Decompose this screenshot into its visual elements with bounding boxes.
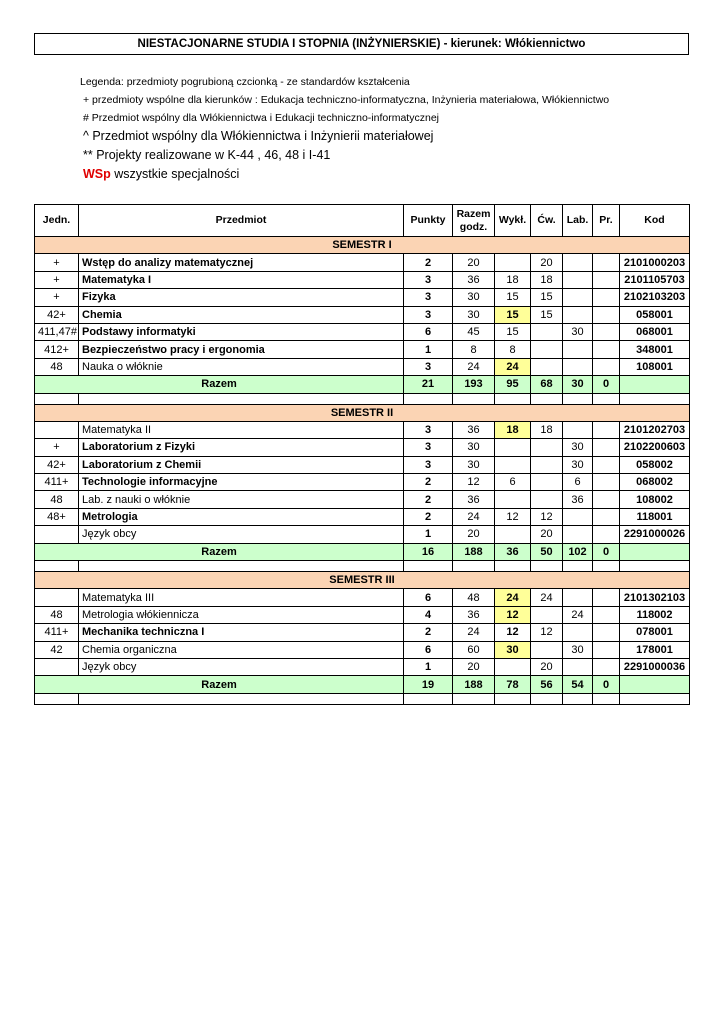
- exercise-hours-cell: 18: [531, 271, 563, 288]
- header-punkty: Punkty: [404, 205, 453, 237]
- points-cell: 3: [404, 271, 453, 288]
- subject-name: Matematyka III: [79, 589, 404, 606]
- sum-exercise-hours: 50: [531, 543, 563, 560]
- spacer-cell: [593, 561, 620, 572]
- sum-project-hours: 0: [593, 376, 620, 393]
- exercise-hours-cell: 20: [531, 658, 563, 675]
- table-row: [35, 421, 690, 438]
- lecture-hours-cell: [495, 491, 531, 508]
- subject-name: Podstawy informatyki: [79, 323, 404, 340]
- sum-label: Razem: [35, 676, 404, 693]
- total-hours-cell: 8: [453, 341, 495, 358]
- lab-hours-cell: 24: [563, 606, 593, 623]
- lab-hours-cell: [563, 306, 593, 323]
- course-code-cell: 2102103203: [620, 289, 690, 306]
- header-cw: Ćw.: [531, 205, 563, 237]
- project-hours-cell: [593, 658, 620, 675]
- sum-lecture-hours: 78: [495, 676, 531, 693]
- total-hours-cell: 12: [453, 474, 495, 491]
- spacer-cell: [79, 561, 404, 572]
- project-hours-cell: [593, 341, 620, 358]
- spacer-cell: [531, 393, 563, 404]
- table-row: [35, 254, 690, 271]
- points-cell: 2: [404, 254, 453, 271]
- total-hours-cell: 30: [453, 456, 495, 473]
- lecture-hours-cell: 12: [495, 624, 531, 641]
- jedn-cell: 412+: [35, 341, 79, 358]
- subject-name: Mechanika techniczna I: [79, 624, 404, 641]
- project-hours-cell: [593, 254, 620, 271]
- exercise-hours-cell: 18: [531, 421, 563, 438]
- sum-points: 21: [404, 376, 453, 393]
- exercise-hours-cell: [531, 439, 563, 456]
- project-hours-cell: [593, 641, 620, 658]
- semester-sum-row: [35, 543, 690, 560]
- table-row: [35, 439, 690, 456]
- sum-lab-hours: 30: [563, 376, 593, 393]
- lecture-hours-cell: [495, 526, 531, 543]
- points-cell: 2: [404, 624, 453, 641]
- sum-label: Razem: [35, 543, 404, 560]
- lab-hours-cell: 30: [563, 456, 593, 473]
- sum-lab-hours: 54: [563, 676, 593, 693]
- jedn-cell: 42: [35, 641, 79, 658]
- study-plan-table: [34, 204, 690, 705]
- subject-name: Metrologia włókiennicza: [79, 606, 404, 623]
- points-cell: 2: [404, 474, 453, 491]
- table-row: [35, 289, 690, 306]
- jedn-cell: 48: [35, 491, 79, 508]
- subject-name: Bezpieczeństwo pracy i ergonomia: [79, 341, 404, 358]
- exercise-hours-cell: [531, 606, 563, 623]
- spacer-cell: [620, 393, 690, 404]
- semester-header: [35, 404, 690, 421]
- total-hours-cell: 60: [453, 641, 495, 658]
- project-hours-cell: [593, 456, 620, 473]
- exercise-hours-cell: [531, 358, 563, 375]
- subject-name: Fizyka: [79, 289, 404, 306]
- lab-hours-cell: [563, 508, 593, 525]
- total-hours-cell: 30: [453, 289, 495, 306]
- lab-hours-cell: [563, 589, 593, 606]
- spacer-cell: [593, 393, 620, 404]
- sum-code-empty: [620, 676, 690, 693]
- sum-exercise-hours: 68: [531, 376, 563, 393]
- lab-hours-cell: [563, 624, 593, 641]
- semester-title: SEMESTR II: [35, 404, 690, 421]
- spacer-cell: [563, 693, 593, 704]
- jedn-cell: [35, 526, 79, 543]
- lecture-hours-cell: 24: [495, 589, 531, 606]
- lecture-hours-cell: 15: [495, 306, 531, 323]
- total-hours-cell: 20: [453, 658, 495, 675]
- points-cell: 2: [404, 508, 453, 525]
- project-hours-cell: [593, 474, 620, 491]
- subject-name: Chemia organiczna: [79, 641, 404, 658]
- points-cell: 3: [404, 358, 453, 375]
- spacer-cell: [531, 561, 563, 572]
- exercise-hours-cell: 15: [531, 306, 563, 323]
- jedn-cell: 411,47#: [35, 323, 79, 340]
- sum-code-empty: [620, 376, 690, 393]
- course-code-cell: 2101000203: [620, 254, 690, 271]
- sum-project-hours: 0: [593, 543, 620, 560]
- legend-line-projects: ** Projekty realizowane w K-44 , 46, 48 i I-41: [83, 148, 331, 162]
- subject-name: Lab. z nauki o włóknie: [79, 491, 404, 508]
- spacer-cell: [35, 561, 79, 572]
- points-cell: 4: [404, 606, 453, 623]
- subject-name: Nauka o włóknie: [79, 358, 404, 375]
- subject-name: Matematyka II: [79, 421, 404, 438]
- lab-hours-cell: [563, 421, 593, 438]
- exercise-hours-cell: [531, 474, 563, 491]
- table-row: [35, 658, 690, 675]
- spacer-cell: [531, 693, 563, 704]
- total-hours-cell: 30: [453, 439, 495, 456]
- project-hours-cell: [593, 624, 620, 641]
- points-cell: 1: [404, 341, 453, 358]
- lecture-hours-cell: 12: [495, 508, 531, 525]
- exercise-hours-cell: [531, 323, 563, 340]
- points-cell: 3: [404, 421, 453, 438]
- jedn-cell: 48: [35, 606, 79, 623]
- course-code-cell: 058002: [620, 456, 690, 473]
- lab-hours-cell: [563, 341, 593, 358]
- course-code-cell: 348001: [620, 341, 690, 358]
- points-cell: 3: [404, 289, 453, 306]
- table-row: [35, 306, 690, 323]
- lecture-hours-cell: [495, 658, 531, 675]
- semester-title: SEMESTR III: [35, 572, 690, 589]
- spacer-row: [35, 693, 690, 704]
- lab-hours-cell: [563, 526, 593, 543]
- course-code-cell: 078001: [620, 624, 690, 641]
- project-hours-cell: [593, 323, 620, 340]
- header-pr: Pr.: [593, 205, 620, 237]
- exercise-hours-cell: 15: [531, 289, 563, 306]
- points-cell: 3: [404, 439, 453, 456]
- lecture-hours-cell: 6: [495, 474, 531, 491]
- jedn-cell: 48: [35, 358, 79, 375]
- total-hours-cell: 24: [453, 358, 495, 375]
- spacer-cell: [453, 693, 495, 704]
- jedn-cell: 411+: [35, 474, 79, 491]
- exercise-hours-cell: 12: [531, 508, 563, 525]
- course-code-cell: 2102200603: [620, 439, 690, 456]
- legend-line-wsp: [83, 167, 609, 181]
- sum-project-hours: 0: [593, 676, 620, 693]
- header-razem-line2: godz.: [459, 220, 488, 233]
- total-hours-cell: 30: [453, 306, 495, 323]
- sum-lab-hours: 102: [563, 543, 593, 560]
- course-code-cell: 2291000026: [620, 526, 690, 543]
- lecture-hours-cell: 18: [495, 421, 531, 438]
- project-hours-cell: [593, 589, 620, 606]
- spacer-cell: [404, 393, 453, 404]
- jedn-cell: +: [35, 271, 79, 288]
- total-hours-cell: 45: [453, 323, 495, 340]
- table-row: [35, 606, 690, 623]
- lecture-hours-cell: 24: [495, 358, 531, 375]
- jedn-cell: 42+: [35, 456, 79, 473]
- table-header: [35, 205, 690, 237]
- table-row: [35, 491, 690, 508]
- subject-name: Laboratorium z Fizyki: [79, 439, 404, 456]
- table-row: [35, 526, 690, 543]
- semester-sum-row: [35, 376, 690, 393]
- course-code-cell: 178001: [620, 641, 690, 658]
- course-code-cell: 058001: [620, 306, 690, 323]
- table-row: [35, 341, 690, 358]
- spacer-cell: [495, 693, 531, 704]
- total-hours-cell: 20: [453, 254, 495, 271]
- project-hours-cell: [593, 508, 620, 525]
- exercise-hours-cell: 12: [531, 624, 563, 641]
- course-code-cell: 068001: [620, 323, 690, 340]
- spacer-cell: [79, 693, 404, 704]
- jedn-cell: [35, 589, 79, 606]
- table-row: [35, 456, 690, 473]
- course-code-cell: 2291000036: [620, 658, 690, 675]
- spacer-cell: [79, 393, 404, 404]
- jedn-cell: 411+: [35, 624, 79, 641]
- points-cell: 6: [404, 323, 453, 340]
- lab-hours-cell: 30: [563, 439, 593, 456]
- total-hours-cell: 20: [453, 526, 495, 543]
- page-title: NIESTACJONARNE STUDIA I STOPNIA (INŻYNIERSKIE) - kierunek: Włókiennictwo: [34, 33, 689, 55]
- subject-name: Chemia: [79, 306, 404, 323]
- semester-header: [35, 572, 690, 589]
- spacer-cell: [620, 561, 690, 572]
- exercise-hours-cell: 24: [531, 589, 563, 606]
- semester-sum-row: [35, 676, 690, 693]
- spacer-cell: [35, 693, 79, 704]
- sum-total-hours: 188: [453, 543, 495, 560]
- table-row: [35, 641, 690, 658]
- points-cell: 6: [404, 589, 453, 606]
- sum-points: 16: [404, 543, 453, 560]
- exercise-hours-cell: [531, 491, 563, 508]
- spacer-cell: [620, 693, 690, 704]
- lab-hours-cell: 30: [563, 323, 593, 340]
- points-cell: 1: [404, 526, 453, 543]
- course-code-cell: 108001: [620, 358, 690, 375]
- lecture-hours-cell: [495, 456, 531, 473]
- header-wykl: Wykł.: [495, 205, 531, 237]
- spacer-cell: [495, 561, 531, 572]
- points-cell: 1: [404, 658, 453, 675]
- jedn-cell: +: [35, 439, 79, 456]
- legend-line-hash: # Przedmiot wspólny dla Włókiennictwa i Edukacji techniczno-informatycznej: [83, 112, 439, 124]
- project-hours-cell: [593, 271, 620, 288]
- project-hours-cell: [593, 439, 620, 456]
- header-razem: [453, 205, 495, 237]
- lecture-hours-cell: 15: [495, 289, 531, 306]
- spacer-cell: [563, 393, 593, 404]
- spacer-cell: [563, 561, 593, 572]
- subject-name: Laboratorium z Chemii: [79, 456, 404, 473]
- sum-label: Razem: [35, 376, 404, 393]
- header-jedn: Jedn.: [35, 205, 79, 237]
- lab-hours-cell: [563, 254, 593, 271]
- table-row: [35, 323, 690, 340]
- course-code-cell: 118001: [620, 508, 690, 525]
- total-hours-cell: 36: [453, 491, 495, 508]
- semester-title: SEMESTR I: [35, 237, 690, 254]
- course-code-cell: 2101105703: [620, 271, 690, 288]
- table-row: [35, 358, 690, 375]
- sum-points: 19: [404, 676, 453, 693]
- lab-hours-cell: 30: [563, 641, 593, 658]
- course-code-cell: 2101302103: [620, 589, 690, 606]
- subject-name: Wstęp do analizy matematycznej: [79, 254, 404, 271]
- total-hours-cell: 36: [453, 606, 495, 623]
- lecture-hours-cell: 12: [495, 606, 531, 623]
- project-hours-cell: [593, 491, 620, 508]
- project-hours-cell: [593, 421, 620, 438]
- jedn-cell: 42+: [35, 306, 79, 323]
- sum-exercise-hours: 56: [531, 676, 563, 693]
- subject-name: Język obcy: [79, 658, 404, 675]
- lab-hours-cell: 6: [563, 474, 593, 491]
- jedn-cell: +: [35, 289, 79, 306]
- jedn-cell: +: [35, 254, 79, 271]
- total-hours-cell: 36: [453, 421, 495, 438]
- legend-line-bold: Legenda: przedmioty pogrubioną czcionką - ze standardów kształcenia: [80, 76, 410, 88]
- subject-name: Język obcy: [79, 526, 404, 543]
- points-cell: 3: [404, 306, 453, 323]
- exercise-hours-cell: 20: [531, 254, 563, 271]
- exercise-hours-cell: 20: [531, 526, 563, 543]
- header-lab: Lab.: [563, 205, 593, 237]
- project-hours-cell: [593, 289, 620, 306]
- course-code-cell: 108002: [620, 491, 690, 508]
- lab-hours-cell: [563, 289, 593, 306]
- points-cell: 3: [404, 456, 453, 473]
- lecture-hours-cell: [495, 439, 531, 456]
- spacer-cell: [453, 561, 495, 572]
- spacer-cell: [35, 393, 79, 404]
- exercise-hours-cell: [531, 341, 563, 358]
- legend-line-plus: + przedmioty wspólne dla kierunków : Edukacja techniczno-informatyczna, Inżynieria materiałowa, Włókiennictwo: [83, 94, 610, 106]
- lecture-hours-cell: 15: [495, 323, 531, 340]
- project-hours-cell: [593, 306, 620, 323]
- table-row: [35, 474, 690, 491]
- table-row: [35, 271, 690, 288]
- exercise-hours-cell: [531, 641, 563, 658]
- lab-hours-cell: 36: [563, 491, 593, 508]
- total-hours-cell: 48: [453, 589, 495, 606]
- header-kod: Kod: [620, 205, 690, 237]
- subject-name: Matematyka I: [79, 271, 404, 288]
- subject-name: Metrologia: [79, 508, 404, 525]
- spacer-row: [35, 561, 690, 572]
- table-row: [35, 624, 690, 641]
- lecture-hours-cell: 8: [495, 341, 531, 358]
- jedn-cell: [35, 658, 79, 675]
- subject-name: Technologie informacyjne: [79, 474, 404, 491]
- total-hours-cell: 36: [453, 271, 495, 288]
- lab-hours-cell: [563, 658, 593, 675]
- course-code-cell: 068002: [620, 474, 690, 491]
- spacer-row: [35, 393, 690, 404]
- points-cell: 6: [404, 641, 453, 658]
- lab-hours-cell: [563, 271, 593, 288]
- jedn-cell: [35, 421, 79, 438]
- sum-lecture-hours: 36: [495, 543, 531, 560]
- project-hours-cell: [593, 358, 620, 375]
- spacer-cell: [404, 561, 453, 572]
- header-razem-line1: Razem: [456, 207, 491, 220]
- spacer-cell: [453, 393, 495, 404]
- points-cell: 2: [404, 491, 453, 508]
- lab-hours-cell: [563, 358, 593, 375]
- course-code-cell: 2101202703: [620, 421, 690, 438]
- total-hours-cell: 24: [453, 624, 495, 641]
- sum-lecture-hours: 95: [495, 376, 531, 393]
- exercise-hours-cell: [531, 456, 563, 473]
- lecture-hours-cell: [495, 254, 531, 271]
- wsp-text: wszystkie specjalności: [110, 167, 240, 181]
- table-row: [35, 589, 690, 606]
- lecture-hours-cell: 30: [495, 641, 531, 658]
- lecture-hours-cell: 18: [495, 271, 531, 288]
- sum-total-hours: 188: [453, 676, 495, 693]
- sum-total-hours: 193: [453, 376, 495, 393]
- total-hours-cell: 24: [453, 508, 495, 525]
- course-code-cell: 118002: [620, 606, 690, 623]
- project-hours-cell: [593, 606, 620, 623]
- project-hours-cell: [593, 526, 620, 543]
- sum-code-empty: [620, 543, 690, 560]
- jedn-cell: 48+: [35, 508, 79, 525]
- legend: [80, 76, 609, 181]
- semester-header: [35, 237, 690, 254]
- spacer-cell: [593, 693, 620, 704]
- legend-line-caret: ^ Przedmiot wspólny dla Włókiennictwa i Inżynierii materiałowej: [83, 129, 434, 143]
- wsp-code: WSp: [83, 167, 111, 181]
- spacer-cell: [404, 693, 453, 704]
- header-przedmiot: Przedmiot: [79, 205, 404, 237]
- table-row: [35, 508, 690, 525]
- spacer-cell: [495, 393, 531, 404]
